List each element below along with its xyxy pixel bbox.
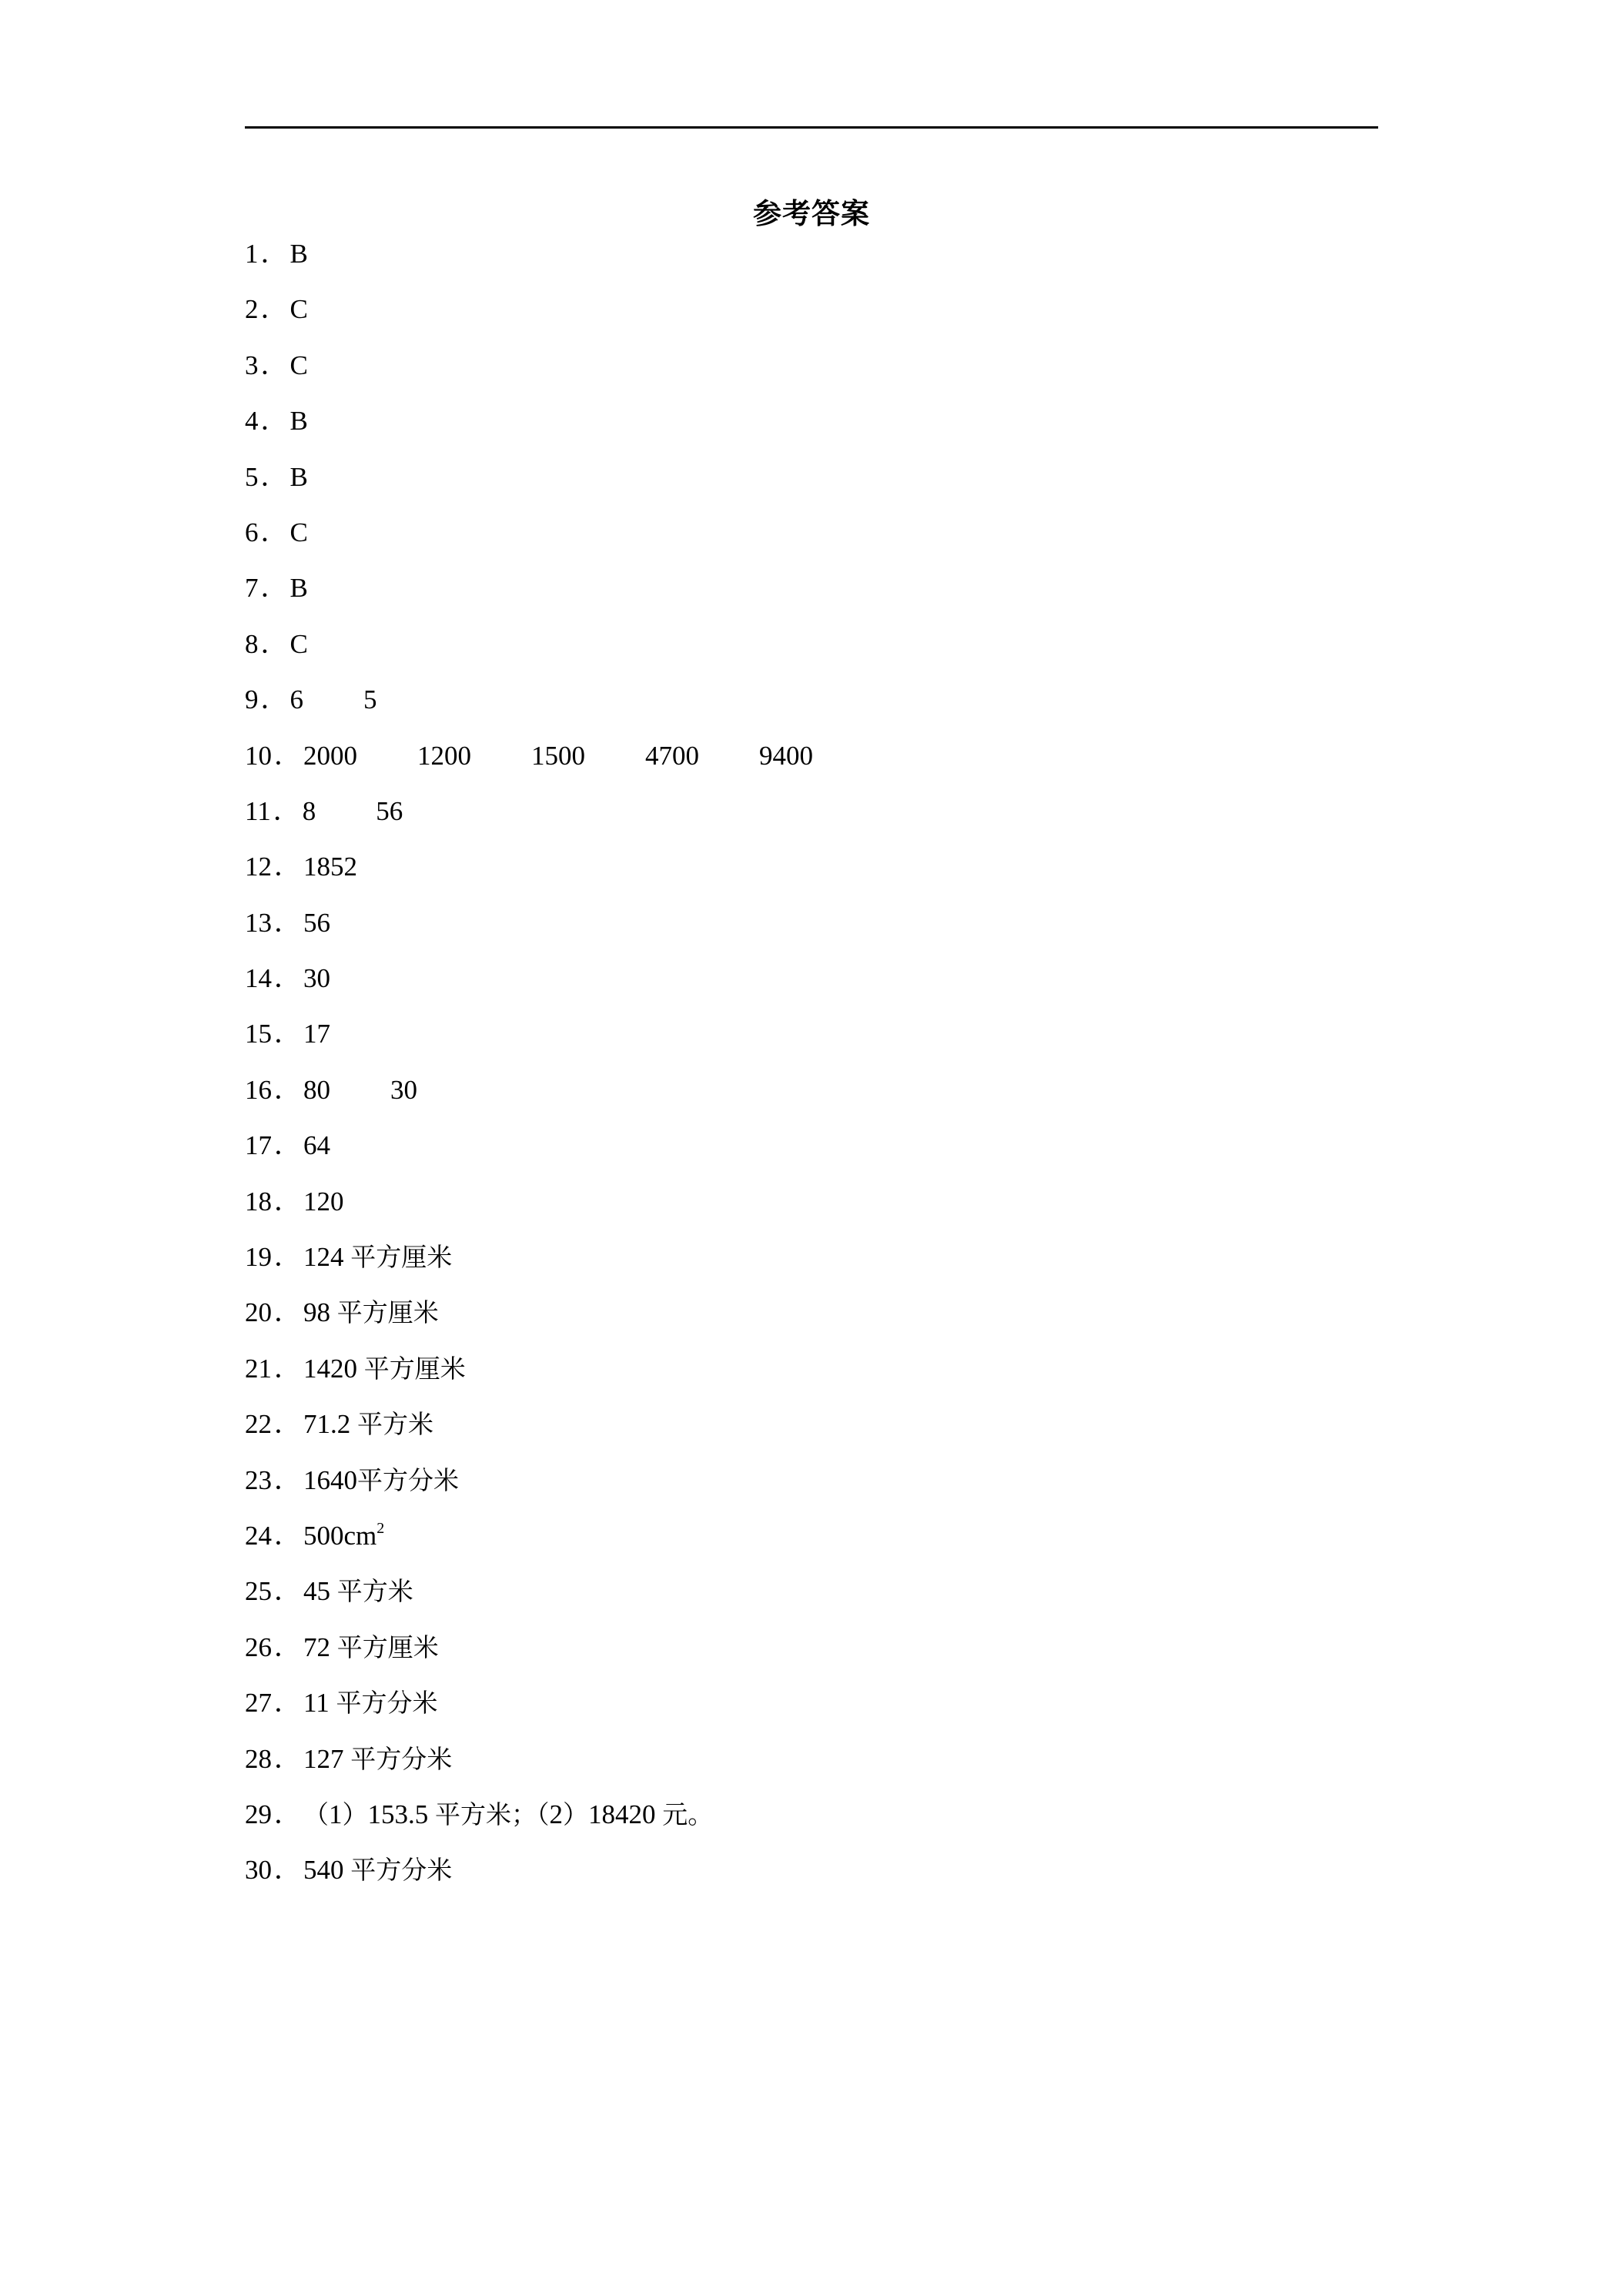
answer-list (245, 237, 813, 1909)
answer-value: 2000 (303, 740, 357, 771)
answer-number: 23 (245, 1464, 272, 1495)
answer-value: 9400 (759, 740, 813, 771)
answer-number: 19 (245, 1242, 272, 1273)
answer-value: B (289, 406, 308, 437)
answer-item-4 (245, 404, 813, 460)
answer-number: 25 (245, 1576, 272, 1607)
answer-item-9 (245, 683, 813, 738)
answer-value: B (289, 239, 308, 269)
answer-values (290, 349, 308, 383)
answer-item-6 (245, 516, 813, 571)
answer-value: 17 (303, 1019, 330, 1049)
answer-value: 1852 (303, 852, 357, 882)
answer-values (303, 850, 357, 884)
answer-value: 56 (376, 795, 403, 826)
answer-separator: ． (274, 1743, 302, 1774)
answer-separator: ． (274, 1799, 302, 1829)
answer-separator: ． (274, 1464, 302, 1495)
answer-value: C (289, 517, 308, 547)
answer-separator: ． (273, 795, 300, 826)
answer-separator: ． (260, 406, 288, 437)
answer-separator: ． (260, 350, 288, 380)
answer-item-13 (245, 906, 813, 962)
answer-values (303, 1464, 459, 1498)
answer-values (303, 1240, 452, 1274)
answer-separator: ． (274, 963, 302, 994)
answer-value: 5 (363, 684, 377, 715)
answer-value: 1640平方分米 (303, 1464, 459, 1495)
answer-number: 21 (245, 1353, 272, 1384)
answer-separator: ． (274, 1688, 302, 1719)
header-rule (245, 126, 1378, 129)
answer-values (290, 460, 308, 494)
answer-value: （1）153.5 平方米；（2）18420 元。 (303, 1799, 714, 1829)
answer-item-25 (245, 1575, 813, 1630)
answer-item-24 (245, 1519, 813, 1575)
answer-value: 1420 平方厘米 (303, 1353, 466, 1384)
answer-value: 72 平方厘米 (303, 1632, 439, 1662)
answer-value: B (289, 461, 308, 492)
answer-value: 4700 (645, 740, 699, 771)
answer-separator: ． (274, 1130, 302, 1161)
answer-value: 6 (289, 684, 303, 715)
answer-separator: ． (274, 1242, 302, 1273)
answer-number: 9 (245, 684, 259, 715)
answer-item-26 (245, 1631, 813, 1686)
answer-separator: ． (274, 1576, 302, 1607)
answer-item-16 (245, 1073, 813, 1129)
answer-item-22 (245, 1407, 813, 1463)
answer-values (303, 1686, 437, 1720)
answer-item-10 (245, 739, 813, 795)
answer-number: 3 (245, 350, 259, 380)
page-title: 参考答案 (753, 197, 870, 230)
answer-separator: ． (260, 517, 288, 547)
answer-separator: ． (274, 1186, 302, 1217)
answer-separator: ． (260, 461, 288, 492)
answer-item-3 (245, 349, 813, 404)
answer-value: 127 平方分米 (303, 1743, 453, 1774)
answer-value: 64 (303, 1130, 330, 1161)
answer-values (290, 571, 308, 605)
answer-values (303, 1017, 330, 1051)
answer-values (290, 628, 308, 661)
answer-number: 18 (245, 1186, 272, 1217)
answer-item-8 (245, 628, 813, 683)
answer-number: 4 (245, 406, 259, 437)
answer-number: 1 (245, 239, 259, 269)
answer-number: 11 (245, 795, 271, 826)
answer-item-11 (245, 795, 813, 850)
answer-value: C (289, 350, 308, 380)
answer-number: 27 (245, 1688, 272, 1719)
answer-values (303, 1519, 384, 1553)
answer-values (303, 1185, 344, 1219)
answer-separator: ． (274, 852, 302, 882)
answer-number: 24 (245, 1520, 272, 1551)
answer-values (290, 237, 308, 271)
answer-values (303, 962, 330, 996)
answer-values (290, 404, 308, 438)
answer-item-29 (245, 1798, 813, 1853)
answer-separator: ． (274, 1632, 302, 1662)
answer-item-30 (245, 1853, 813, 1909)
answer-number: 28 (245, 1743, 272, 1774)
answer-number: 17 (245, 1130, 272, 1161)
answer-values (303, 739, 813, 773)
answer-separator: ． (274, 907, 302, 938)
answer-value: 30 (303, 963, 330, 994)
answer-values (290, 683, 377, 717)
answer-item-12 (245, 850, 813, 905)
answer-values (303, 1129, 330, 1163)
answer-value: 11 平方分米 (303, 1688, 438, 1719)
answer-value: 8 (302, 795, 316, 826)
answer-values (303, 1853, 452, 1887)
answer-separator: ． (274, 1520, 302, 1551)
answer-value: B (289, 573, 308, 604)
answer-separator: ． (260, 239, 288, 269)
answer-number: 22 (245, 1409, 272, 1440)
answer-value: 56 (303, 907, 330, 938)
answer-values (303, 1352, 466, 1386)
answer-separator: ． (274, 1855, 302, 1886)
answer-item-28 (245, 1742, 813, 1798)
answer-number: 8 (245, 628, 259, 659)
answer-values (303, 1742, 452, 1776)
answer-item-7 (245, 571, 813, 627)
answer-number: 29 (245, 1799, 272, 1829)
answer-values (303, 795, 403, 828)
answer-item-1 (245, 237, 813, 293)
answer-values (303, 906, 330, 940)
answer-number: 26 (245, 1632, 272, 1662)
answer-value: 80 (303, 1074, 330, 1105)
answer-item-18 (245, 1185, 813, 1240)
answer-value: 124 平方厘米 (303, 1242, 453, 1273)
answer-separator: ． (274, 740, 302, 771)
answer-number: 30 (245, 1855, 272, 1886)
answer-values (303, 1798, 713, 1832)
answer-values (290, 516, 308, 550)
answer-values (303, 1631, 439, 1665)
answer-number: 15 (245, 1019, 272, 1049)
answer-item-27 (245, 1686, 813, 1742)
answer-item-2 (245, 293, 813, 348)
answer-values (290, 293, 308, 326)
answer-value: 71.2 平方米 (303, 1409, 433, 1440)
answer-item-20 (245, 1296, 813, 1351)
answer-item-15 (245, 1017, 813, 1073)
answer-separator: ． (274, 1074, 302, 1105)
answer-value: 540 平方分米 (303, 1855, 453, 1886)
answer-value: C (289, 628, 308, 659)
answer-number: 14 (245, 963, 272, 994)
answer-item-21 (245, 1352, 813, 1407)
answer-item-23 (245, 1464, 813, 1519)
answer-number: 20 (245, 1297, 272, 1328)
answer-value: $500cm^2$ (303, 1520, 385, 1551)
answer-value: 1500 (531, 740, 585, 771)
answer-separator: ． (260, 628, 288, 659)
answer-values (303, 1575, 413, 1608)
answer-separator: ． (274, 1297, 302, 1328)
answer-number: 10 (245, 740, 272, 771)
answer-separator: ． (260, 294, 288, 325)
answer-value: 1200 (417, 740, 471, 771)
answer-number: 7 (245, 573, 259, 604)
answer-item-14 (245, 962, 813, 1017)
answer-item-5 (245, 460, 813, 516)
answer-value: 45 平方米 (303, 1576, 413, 1607)
answer-separator: ． (260, 573, 288, 604)
answer-number: 2 (245, 294, 259, 325)
answer-item-19 (245, 1240, 813, 1296)
answer-separator: ． (274, 1353, 302, 1384)
answer-value: 120 (303, 1186, 344, 1217)
answer-values (303, 1296, 439, 1330)
answer-separator: ． (274, 1019, 302, 1049)
superscript: 2 (376, 1520, 385, 1538)
answer-value: C (289, 294, 308, 325)
answer-value: 30 (390, 1074, 417, 1105)
answer-separator: ． (260, 684, 288, 715)
answer-values (303, 1073, 417, 1107)
answer-number: 5 (245, 461, 259, 492)
answer-number: 16 (245, 1074, 272, 1105)
answer-separator: ． (274, 1409, 302, 1440)
answer-values (303, 1407, 433, 1441)
answer-number: 12 (245, 852, 272, 882)
answer-number: 6 (245, 517, 259, 547)
answer-value: 98 平方厘米 (303, 1297, 439, 1328)
answer-number: 13 (245, 907, 272, 938)
answer-item-17 (245, 1129, 813, 1184)
